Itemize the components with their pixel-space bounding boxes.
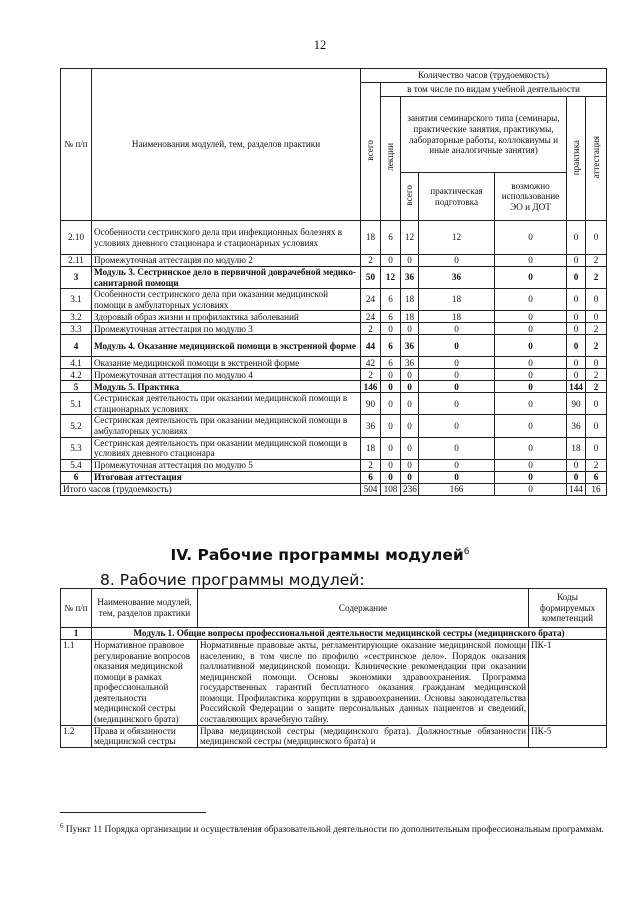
cell-eo-dot: 0 <box>495 437 567 459</box>
cell-practice: 0 <box>567 221 586 255</box>
cell-eo-dot: 0 <box>495 471 567 483</box>
cell-practice: 0 <box>567 267 586 289</box>
table-row <box>61 640 607 726</box>
cell-seminar-total: 36 <box>401 357 419 369</box>
cell-lectures: 6 <box>381 221 401 255</box>
row-code: ПК-1 <box>529 640 607 726</box>
section-heading: IV. Рабочие программы модулей$^6$ <box>170 546 470 564</box>
cell-attestation: 2 <box>586 335 607 357</box>
cell-attestation: 2 <box>586 267 607 289</box>
cell-attestation: 2 <box>586 255 607 267</box>
row-name: Нормативное правовое регулирование вопросов оказания медицинской помощи в рамках профессиональной деятельности медицинской сестры (медицинского брата) <box>92 640 198 726</box>
header-practice: практика <box>567 97 586 221</box>
cell-lectures: 0 <box>381 369 401 381</box>
header-eo: возможно использование ЭО и ДОТ <box>495 173 567 221</box>
cell-seminar-total: 0 <box>401 255 419 267</box>
cell-seminar-total: 36 <box>401 335 419 357</box>
row-num: 5.2 <box>61 415 92 437</box>
cell-practice: 0 <box>567 369 586 381</box>
table-row <box>61 415 607 437</box>
total-eo-dot: 0 <box>495 483 567 495</box>
total-lectures: 108 <box>381 483 401 495</box>
m-header-num: № п/п <box>61 589 92 628</box>
cell-lectures: 0 <box>381 459 401 471</box>
cell-lectures: 0 <box>381 471 401 483</box>
cell-lectures: 0 <box>381 323 401 335</box>
cell-practice: 0 <box>567 289 586 311</box>
row-name: Модуль 3. Сестринское дело в первичной доврачебной медико-санитарной помощи <box>92 267 361 289</box>
header-prac-training: практическая подготовка <box>419 173 495 221</box>
cell-eo-dot: 0 <box>495 393 567 415</box>
row-name: Особенности сестринского дела при оказании медицинской помощи в амбулаторных условиях <box>92 289 361 311</box>
cell-eo-dot: 0 <box>495 357 567 369</box>
cell-eo-dot: 0 <box>495 335 567 357</box>
cell-practical-training: 18 <box>419 289 495 311</box>
cell-practice: 0 <box>567 255 586 267</box>
cell-eo-dot: 0 <box>495 381 567 393</box>
cell-eo-dot: 0 <box>495 267 567 289</box>
cell-eo-dot: 0 <box>495 323 567 335</box>
cell-seminar-total: 18 <box>401 289 419 311</box>
cell-practical-training: 0 <box>419 335 495 357</box>
cell-practical-training: 0 <box>419 369 495 381</box>
cell-lectures: 0 <box>381 415 401 437</box>
total-practice: 144 <box>567 483 586 495</box>
cell-total: 24 <box>361 289 381 311</box>
hours-table <box>60 68 607 496</box>
row-name: Итоговая аттестация <box>92 471 361 483</box>
cell-attestation: 0 <box>586 437 607 459</box>
cell-seminar-total: 0 <box>401 459 419 471</box>
row-name: Здоровый образ жизни и профилактика заболеваний <box>92 311 361 323</box>
cell-seminar-total: 0 <box>401 471 419 483</box>
row-name: Промежуточная аттестация по модулю 2 <box>92 255 361 267</box>
cell-lectures: 12 <box>381 267 401 289</box>
row-name: Права и обязанности медицинской сестры <box>92 725 198 747</box>
cell-eo-dot: 0 <box>495 459 567 471</box>
row-num: 1.1 <box>61 640 92 726</box>
table-row <box>61 437 607 459</box>
cell-attestation: 2 <box>586 459 607 471</box>
cell-practical-training: 0 <box>419 459 495 471</box>
cell-practice: 144 <box>567 381 586 393</box>
row-content: Права медицинской сестры (медицинского брата). Должностные обязанности медицинской сестры (медицинского брата) и <box>198 725 529 747</box>
cell-practical-training: 0 <box>419 323 495 335</box>
row-num: 3.2 <box>61 311 92 323</box>
header-hours: Количество часов (трудоемкость) <box>361 69 607 83</box>
cell-seminar-total: 0 <box>401 381 419 393</box>
cell-eo-dot: 0 <box>495 369 567 381</box>
cell-total: 2 <box>361 323 381 335</box>
row-num: 5 <box>61 381 92 393</box>
cell-practice: 18 <box>567 437 586 459</box>
m-header-codes: Коды формируемых компетенций <box>529 589 607 628</box>
modules-table <box>60 588 607 748</box>
cell-lectures: 6 <box>381 289 401 311</box>
header-total: всего <box>361 83 381 221</box>
cell-seminar-total: 0 <box>401 323 419 335</box>
cell-practical-training: 0 <box>419 415 495 437</box>
hours-table-header <box>61 69 607 221</box>
module-num: 1 <box>61 628 92 640</box>
table-row <box>61 725 607 747</box>
cell-eo-dot: 0 <box>495 415 567 437</box>
cell-lectures: 6 <box>381 311 401 323</box>
subsection-heading: 8. Рабочие программы модулей: <box>100 571 365 589</box>
cell-total: 24 <box>361 311 381 323</box>
cell-practical-training: 0 <box>419 255 495 267</box>
footnote-divider <box>60 812 206 813</box>
cell-practice: 0 <box>567 335 586 357</box>
cell-seminar-total: 0 <box>401 415 419 437</box>
header-seminar: занятия семинарского типа (семинары, практические занятия, практикумы, лабораторные работы, коллоквиумы и иные аналогичные занятия) <box>401 97 567 173</box>
cell-seminar-total: 0 <box>401 369 419 381</box>
cell-attestation: 0 <box>586 311 607 323</box>
cell-lectures: 0 <box>381 255 401 267</box>
hours-table-body <box>61 221 607 496</box>
cell-lectures: 0 <box>381 437 401 459</box>
cell-total: 18 <box>361 221 381 255</box>
footnote-ref: 6 <box>463 546 470 557</box>
cell-total: 6 <box>361 471 381 483</box>
total-row <box>61 483 607 495</box>
cell-seminar-total: 0 <box>401 393 419 415</box>
cell-attestation: 0 <box>586 415 607 437</box>
cell-total: 146 <box>361 381 381 393</box>
total-label: Итого часов (трудоемкость) <box>61 483 361 495</box>
row-name: Сестринская деятельность при оказании медицинской помощи в условиях дневного стационара <box>92 437 361 459</box>
row-name: Оказание медицинской помощи в экстренной форме <box>92 357 361 369</box>
cell-total: 44 <box>361 335 381 357</box>
cell-lectures: 6 <box>381 357 401 369</box>
table-row <box>61 369 607 381</box>
table-row <box>61 267 607 289</box>
header-lectures: лекции <box>381 97 401 221</box>
cell-total: 90 <box>361 393 381 415</box>
cell-attestation: 2 <box>586 369 607 381</box>
cell-practice: 0 <box>567 323 586 335</box>
cell-practical-training: 12 <box>419 221 495 255</box>
header-incl: в том числе по видам учебной деятельности <box>381 83 607 97</box>
row-num: 4.1 <box>61 357 92 369</box>
cell-practical-training: 0 <box>419 357 495 369</box>
cell-seminar-total: 36 <box>401 267 419 289</box>
table-row <box>61 335 607 357</box>
table-row <box>61 471 607 483</box>
row-num: 3.1 <box>61 289 92 311</box>
footnote-mark: 6 <box>60 822 64 830</box>
row-num: 3 <box>61 267 92 289</box>
row-num: 2.11 <box>61 255 92 267</box>
cell-seminar-total: 0 <box>401 437 419 459</box>
m-header-content: Содержание <box>198 589 529 628</box>
header-name: Наименования модулей, тем, разделов практики <box>92 69 361 221</box>
row-num: 2.10 <box>61 221 92 255</box>
cell-eo-dot: 0 <box>495 255 567 267</box>
row-code: ПК-5 <box>529 725 607 747</box>
modules-table-body <box>61 628 607 748</box>
table-row <box>61 323 607 335</box>
row-name: Сестринская деятельность при оказании медицинской помощи в амбулаторных условиях <box>92 415 361 437</box>
row-name: Особенности сестринского дела при инфекционных болезнях в условиях дневного стационара и стационарных условиях <box>92 221 361 255</box>
module-row <box>61 628 607 640</box>
cell-attestation: 2 <box>586 381 607 393</box>
cell-lectures: 6 <box>381 335 401 357</box>
cell-total: 2 <box>361 369 381 381</box>
cell-practical-training: 36 <box>419 267 495 289</box>
cell-attestation: 0 <box>586 289 607 311</box>
header-attest: аттестация <box>586 97 607 221</box>
header-num: № п/п <box>61 69 92 221</box>
cell-eo-dot: 0 <box>495 289 567 311</box>
row-num: 3.3 <box>61 323 92 335</box>
cell-total: 2 <box>361 459 381 471</box>
cell-practical-training: 18 <box>419 311 495 323</box>
table-row <box>61 357 607 369</box>
header-sem-total: всего <box>401 173 419 221</box>
row-name: Сестринская деятельность при оказании медицинской помощи в стационарных условиях <box>92 393 361 415</box>
cell-attestation: 6 <box>586 471 607 483</box>
table-row <box>61 393 607 415</box>
cell-seminar-total: 18 <box>401 311 419 323</box>
cell-eo-dot: 0 <box>495 311 567 323</box>
table-row <box>61 221 607 255</box>
cell-practical-training: 0 <box>419 381 495 393</box>
cell-practice: 90 <box>567 393 586 415</box>
row-num: 4.2 <box>61 369 92 381</box>
table-row <box>61 311 607 323</box>
cell-practice: 0 <box>567 459 586 471</box>
cell-practical-training: 0 <box>419 393 495 415</box>
cell-attestation: 0 <box>586 357 607 369</box>
row-name: Промежуточная аттестация по модулю 4 <box>92 369 361 381</box>
cell-attestation: 0 <box>586 393 607 415</box>
row-name: Промежуточная аттестация по модулю 5 <box>92 459 361 471</box>
row-num: 5.1 <box>61 393 92 415</box>
cell-practical-training: 0 <box>419 471 495 483</box>
cell-eo-dot: 0 <box>495 221 567 255</box>
cell-total: 50 <box>361 267 381 289</box>
module-title: Модуль 1. Общие вопросы профессиональной деятельности медицинской сестры (медицинского брата) <box>92 628 607 640</box>
row-num: 5.3 <box>61 437 92 459</box>
m-header-name: Наименование модулей, тем, разделов практики <box>92 589 198 628</box>
page-number: 12 <box>313 38 327 52</box>
total-practical-training: 166 <box>419 483 495 495</box>
table-row <box>61 381 607 393</box>
total-seminar-total: 236 <box>401 483 419 495</box>
row-name: Модуль 5. Практика <box>92 381 361 393</box>
cell-practice: 36 <box>567 415 586 437</box>
cell-lectures: 0 <box>381 393 401 415</box>
modules-table-header <box>61 589 607 628</box>
row-name: Промежуточная аттестация по модулю 3 <box>92 323 361 335</box>
cell-total: 42 <box>361 357 381 369</box>
row-name: Модуль 4. Оказание медицинской помощи в экстренной форме <box>92 335 361 357</box>
cell-total: 18 <box>361 437 381 459</box>
row-num: 6 <box>61 471 92 483</box>
cell-seminar-total: 12 <box>401 221 419 255</box>
cell-total: 2 <box>361 255 381 267</box>
row-num: 1.2 <box>61 725 92 747</box>
cell-practice: 0 <box>567 471 586 483</box>
row-content: Нормативные правовые акты, регламентирующие оказание медицинской помощи населению, в том числе по профилю «сестринское дело». Порядок оказания паллиативной медицинской помощи. Клинические рекомендации при оказании медицинской помощи. Основы экономики здравоохранения. Программа государственных гарантий бесплатного оказания гражданам медицинской помощи. Профилактика коррупции в здравоохранении. Основы законодательства Российской Федерации о защите персональных данных пациентов и сведений, составляющих врачебную тайну. <box>198 640 529 726</box>
footnote <box>60 822 606 836</box>
row-num: 4 <box>61 335 92 357</box>
footnote-text: Пункт 11 Порядка организации и осуществления образовательной деятельности по дополнительным профессиональным программам. <box>65 825 604 836</box>
cell-practice: 0 <box>567 357 586 369</box>
cell-practical-training: 0 <box>419 437 495 459</box>
table-row <box>61 255 607 267</box>
cell-total: 36 <box>361 415 381 437</box>
cell-attestation: 2 <box>586 323 607 335</box>
total-total: 504 <box>361 483 381 495</box>
total-attestation: 16 <box>586 483 607 495</box>
table-row <box>61 289 607 311</box>
cell-lectures: 0 <box>381 381 401 393</box>
cell-practice: 0 <box>567 311 586 323</box>
row-num: 5.4 <box>61 459 92 471</box>
table-row <box>61 459 607 471</box>
cell-attestation: 0 <box>586 221 607 255</box>
